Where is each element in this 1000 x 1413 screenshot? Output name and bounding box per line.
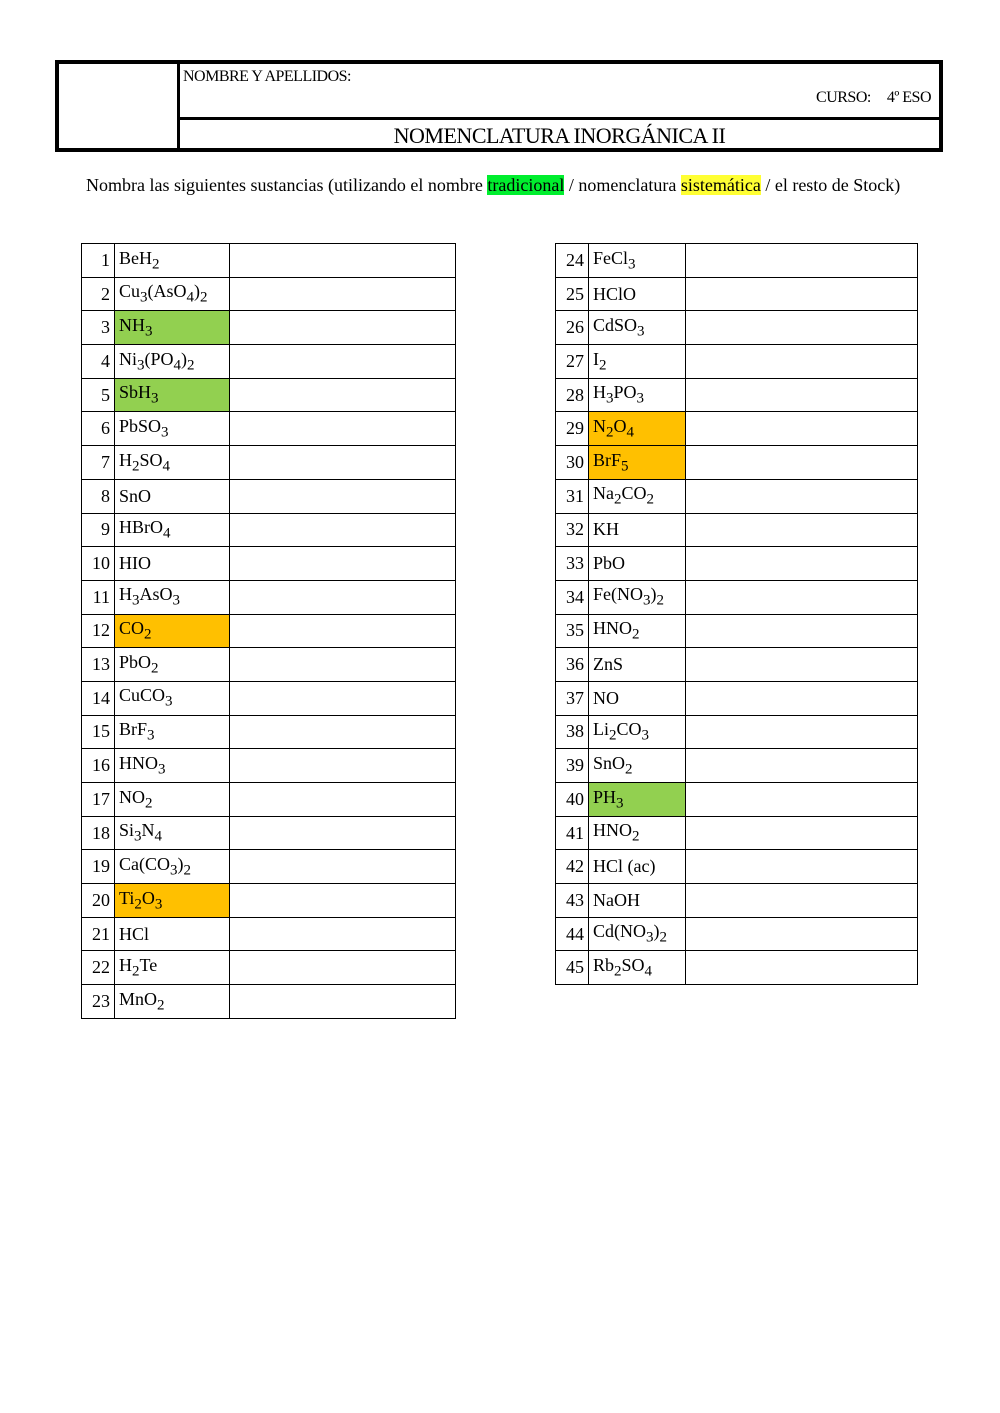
answer-cell[interactable]	[230, 614, 456, 648]
answer-cell[interactable]	[686, 749, 918, 783]
row-number: 13	[82, 648, 115, 682]
row-number: 29	[556, 412, 589, 446]
page-title: NOMENCLATURA INORGÁNICA II	[393, 123, 726, 148]
answer-cell[interactable]	[230, 715, 456, 749]
answer-cell[interactable]	[686, 783, 918, 817]
answer-cell[interactable]	[230, 783, 456, 817]
answer-cell[interactable]	[686, 479, 918, 513]
chemical-formula: PbSO$_3$	[115, 412, 230, 446]
table-row	[556, 614, 918, 648]
row-number: 9	[82, 513, 115, 547]
answer-cell[interactable]	[230, 985, 456, 1019]
answer-cell[interactable]	[230, 681, 456, 715]
table-row	[556, 412, 918, 446]
row-number: 23	[82, 985, 115, 1019]
table-row	[82, 513, 456, 547]
table-row	[82, 749, 456, 783]
curso-value: 4º ESO	[886, 89, 931, 106]
row-number: 7	[82, 446, 115, 480]
table-row	[82, 951, 456, 985]
row-number: 3	[82, 311, 115, 345]
table-row	[556, 479, 918, 513]
row-number: 15	[82, 715, 115, 749]
answer-cell[interactable]	[230, 580, 456, 614]
chemical-formula: CuCO$_3$	[115, 681, 230, 715]
table-row	[556, 345, 918, 379]
table-row	[82, 244, 456, 278]
table-row	[556, 681, 918, 715]
row-number: 38	[556, 715, 589, 749]
answer-cell[interactable]	[230, 412, 456, 446]
chemical-formula: $PH_3$	[589, 783, 686, 817]
table-row	[556, 378, 918, 412]
row-number: 34	[556, 580, 589, 614]
chemical-formula: NO	[589, 681, 686, 715]
table-row	[82, 884, 456, 918]
logo-cell	[59, 64, 180, 148]
row-number: 17	[82, 783, 115, 817]
row-number: 1	[82, 244, 115, 278]
row-number: 6	[82, 412, 115, 446]
curso-label: CURSO:	[816, 89, 871, 106]
chemical-formula: HCl (ac)	[589, 850, 686, 884]
answer-cell[interactable]	[686, 715, 918, 749]
name-row	[180, 64, 939, 120]
row-number: 14	[82, 681, 115, 715]
chemical-formula: CdSO$_3$	[589, 311, 686, 345]
formula-table-right	[555, 243, 918, 985]
chemical-formula: $I_2$	[589, 345, 686, 379]
answer-cell[interactable]	[686, 378, 918, 412]
row-number: 4	[82, 345, 115, 379]
chemical-formula: $Na_2CO_2$	[589, 479, 686, 513]
table-row	[82, 378, 456, 412]
chemical-formula: KH	[589, 513, 686, 547]
answer-cell[interactable]	[686, 614, 918, 648]
table-row	[556, 917, 918, 951]
row-number: 36	[556, 648, 589, 682]
curso-field	[816, 89, 931, 107]
answer-cell[interactable]	[686, 850, 918, 884]
row-number: 24	[556, 244, 589, 278]
row-number: 25	[556, 277, 589, 311]
row-number: 39	[556, 749, 589, 783]
answer-cell[interactable]	[230, 547, 456, 581]
table-row	[556, 311, 918, 345]
answer-cell[interactable]	[230, 277, 456, 311]
row-number: 2	[82, 277, 115, 311]
row-number: 10	[82, 547, 115, 581]
answer-cell[interactable]	[230, 446, 456, 480]
row-number: 8	[82, 479, 115, 513]
chemical-formula: HIO	[115, 547, 230, 581]
answer-cell[interactable]	[686, 446, 918, 480]
table-row	[82, 311, 456, 345]
chemical-formula: SnO	[115, 479, 230, 513]
table-row	[82, 614, 456, 648]
instructions	[86, 174, 914, 197]
chemical-formula: PbO$_2$	[115, 648, 230, 682]
row-number: 37	[556, 681, 589, 715]
table-row	[556, 244, 918, 278]
table-row	[556, 951, 918, 985]
chemical-formula: ZnS	[589, 648, 686, 682]
row-number: 33	[556, 547, 589, 581]
answer-cell[interactable]	[686, 547, 918, 581]
table-row	[556, 580, 918, 614]
table-row	[556, 648, 918, 682]
row-number: 11	[82, 580, 115, 614]
chemical-formula: NaOH	[589, 884, 686, 918]
chemical-formula: $H_2Te$	[115, 951, 230, 985]
answer-cell[interactable]	[686, 917, 918, 951]
chemical-formula: $Cu_3(AsO_4)_2$	[115, 277, 230, 311]
row-number: 12	[82, 614, 115, 648]
table-row	[82, 412, 456, 446]
systematic-highlight: sistemática	[680, 175, 761, 195]
table-row	[82, 580, 456, 614]
row-number: 45	[556, 951, 589, 985]
chemical-formula: $Si_3N_4$	[115, 816, 230, 850]
chemical-formula: PbO	[589, 547, 686, 581]
chemical-formula: FeCl$_3$	[589, 244, 686, 278]
instructions-part2: / nomenclatura	[564, 175, 681, 195]
row-number: 20	[82, 884, 115, 918]
answer-cell[interactable]	[230, 513, 456, 547]
traditional-highlight: tradicional	[487, 175, 565, 195]
answer-cell[interactable]	[686, 311, 918, 345]
row-number: 32	[556, 513, 589, 547]
chemical-formula: $CO_2$	[115, 614, 230, 648]
row-number: 22	[82, 951, 115, 985]
table-row	[82, 446, 456, 480]
chemical-formula: SbH$_3$	[115, 378, 230, 412]
chemical-formula: BrF$_3$	[115, 715, 230, 749]
table-row	[556, 446, 918, 480]
answer-cell[interactable]	[686, 648, 918, 682]
chemical-formula: $Cd(NO_3)_2$	[589, 917, 686, 951]
row-number: 41	[556, 816, 589, 850]
chemical-formula: $H_3AsO_3$	[115, 580, 230, 614]
row-number: 43	[556, 884, 589, 918]
answer-cell[interactable]	[686, 580, 918, 614]
row-number: 18	[82, 816, 115, 850]
answer-cell[interactable]	[230, 648, 456, 682]
row-number: 44	[556, 917, 589, 951]
chemical-formula: BeH$_2$	[115, 244, 230, 278]
chemical-formula: $Ni_3(PO_4)_2$	[115, 345, 230, 379]
answer-cell[interactable]	[686, 345, 918, 379]
table-row	[82, 648, 456, 682]
table-row	[556, 783, 918, 817]
chemical-formula: $HNO_2$	[589, 614, 686, 648]
row-number: 16	[82, 749, 115, 783]
table-row	[556, 850, 918, 884]
chemical-formula: $HNO_2$	[589, 816, 686, 850]
table-row	[82, 917, 456, 951]
chemical-formula: HCl	[115, 917, 230, 951]
formula-table-left	[81, 243, 456, 1019]
chemical-formula: HBrO$_4$	[115, 513, 230, 547]
row-number: 40	[556, 783, 589, 817]
table-row	[82, 681, 456, 715]
answer-cell[interactable]	[686, 951, 918, 985]
chemical-formula: $N_2O_4$	[589, 412, 686, 446]
table-row	[556, 884, 918, 918]
answer-cell[interactable]	[230, 311, 456, 345]
table-row	[82, 850, 456, 884]
chemical-formula: BrF$_5$	[589, 446, 686, 480]
answer-cell[interactable]	[230, 816, 456, 850]
answer-cell[interactable]	[230, 917, 456, 951]
answer-cell[interactable]	[230, 244, 456, 278]
chemical-formula: $H_2SO_4$	[115, 446, 230, 480]
table-row	[82, 479, 456, 513]
table-row	[82, 345, 456, 379]
row-number: 5	[82, 378, 115, 412]
table-row	[82, 547, 456, 581]
answer-cell[interactable]	[686, 412, 918, 446]
chemical-formula: $NO_2$	[115, 783, 230, 817]
row-number: 27	[556, 345, 589, 379]
answer-cell[interactable]	[686, 681, 918, 715]
chemical-formula: SnO$_2$	[589, 749, 686, 783]
chemical-formula: $HNO_3$	[115, 749, 230, 783]
table-row	[556, 277, 918, 311]
answer-cell[interactable]	[686, 244, 918, 278]
answer-cell[interactable]	[686, 816, 918, 850]
table-row	[556, 816, 918, 850]
chemical-formula: $Ca(CO_3)_2$	[115, 850, 230, 884]
chemical-formula: $NH_3$	[115, 311, 230, 345]
answer-cell[interactable]	[230, 378, 456, 412]
answer-cell[interactable]	[230, 884, 456, 918]
row-number: 26	[556, 311, 589, 345]
row-number: 30	[556, 446, 589, 480]
table-row	[556, 547, 918, 581]
table-row	[556, 715, 918, 749]
header-box	[55, 60, 943, 152]
table-row	[82, 816, 456, 850]
name-label: NOMBRE Y APELLIDOS:	[183, 68, 351, 85]
chemical-formula: $Fe(NO_3)_2$	[589, 580, 686, 614]
row-number: 35	[556, 614, 589, 648]
answer-cell[interactable]	[230, 850, 456, 884]
table-row	[82, 715, 456, 749]
row-number: 21	[82, 917, 115, 951]
row-number: 31	[556, 479, 589, 513]
answer-cell[interactable]	[686, 884, 918, 918]
answer-cell[interactable]	[230, 479, 456, 513]
table-row	[556, 513, 918, 547]
table-row	[82, 985, 456, 1019]
instructions-part3: / el resto de Stock)	[760, 175, 901, 195]
row-number: 19	[82, 850, 115, 884]
table-row	[82, 277, 456, 311]
row-number: 28	[556, 378, 589, 412]
answer-cell[interactable]	[230, 749, 456, 783]
chemical-formula: $Li_2CO_3$	[589, 715, 686, 749]
answer-cell[interactable]	[686, 277, 918, 311]
chemical-formula: $Ti_2O_3$	[115, 884, 230, 918]
table-row	[556, 749, 918, 783]
row-number: 42	[556, 850, 589, 884]
chemical-formula: HClO	[589, 277, 686, 311]
chemical-formula: $H_3PO_3$	[589, 378, 686, 412]
answer-cell[interactable]	[230, 345, 456, 379]
answer-cell[interactable]	[686, 513, 918, 547]
table-row	[82, 783, 456, 817]
chemical-formula: MnO$_2$	[115, 985, 230, 1019]
instructions-part1: Nombra las siguientes sustancias (utilizando el nombre	[86, 175, 488, 195]
answer-cell[interactable]	[230, 951, 456, 985]
chemical-formula: $Rb_2SO_4$	[589, 951, 686, 985]
